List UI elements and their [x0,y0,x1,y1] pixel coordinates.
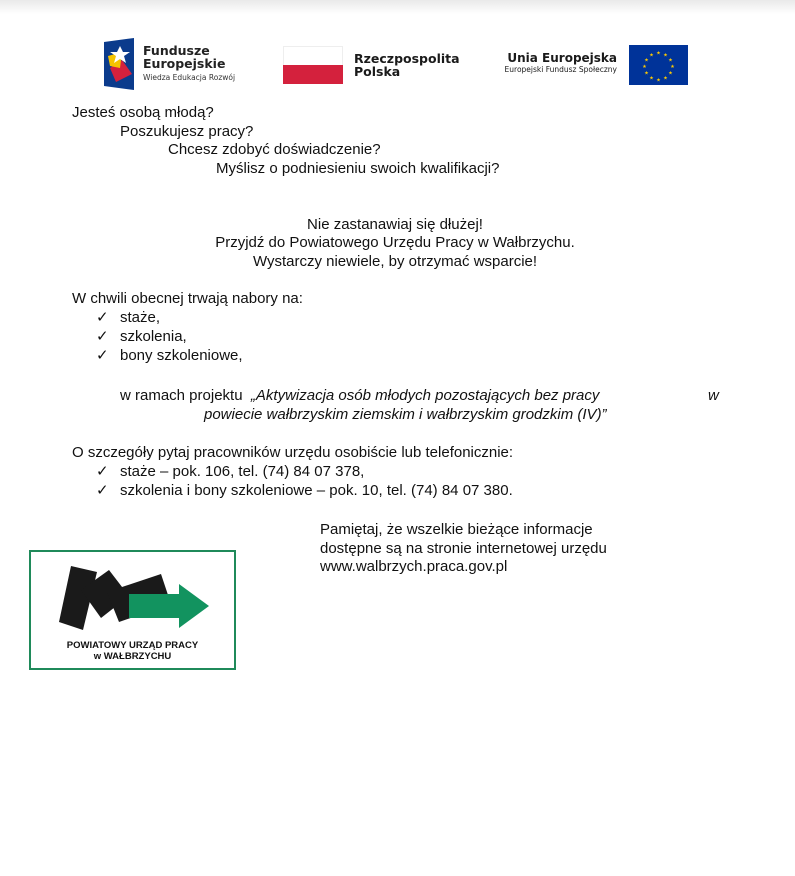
recruitment-item-label: staże, [120,309,161,326]
unia-title: Unia Europejska [507,51,617,65]
unia-europejska-text [491,51,617,74]
svg-text:★: ★ [656,50,661,57]
pup-name-line1: POWIATOWY URZĄD PRACY [66,640,199,651]
fundusze-subtitle: Wiedza Edukacja Rozwój [143,73,236,82]
svg-text:★: ★ [644,70,649,77]
checkmark-icon: ✓ [96,328,109,345]
intro-question-2: Poszukujesz pracy? [120,123,254,140]
svg-text:★: ★ [668,70,673,77]
contact-item-label: staże – pok. 106, tel. (74) 84 07 378, [120,463,365,480]
recruitment-item [96,347,243,365]
pup-emblem-icon [31,552,234,632]
svg-text:★: ★ [656,77,661,84]
info-line-1: Pamiętaj, że wszelkie bieżące informacje [320,521,593,538]
svg-text:★: ★ [649,75,654,82]
svg-text:★: ★ [642,64,647,70]
rzeczpospolita-line2: Polska [354,64,401,79]
recruitment-item [96,328,187,346]
contact-item-label: szkolenia i bony szkoleniowe – pok. 10, tel. (74) 84 07 380. [120,482,513,499]
appeal-line-2: Przyjdź do Powiatowego Urzędu Pracy w Wałbrzychu. [215,234,575,251]
fundusze-europejskie-emblem [104,38,134,90]
svg-text:★: ★ [663,75,668,82]
recruitment-heading: W chwili obecnej trwają nabory na: [72,290,303,307]
project-name-part2: powiecie wałbrzyskim ziemskim i wałbrzyskim grodzkim (IV)” [204,406,607,423]
fundusze-europejskie-logo [104,38,134,94]
fundusze-title-line1: Fundusze [143,43,210,58]
info-website-link[interactable]: www.walbrzych.praca.gov.pl [320,558,508,575]
project-prefix: w ramach projektu [120,387,243,404]
project-line-1 [120,387,599,405]
svg-text:★: ★ [668,57,673,64]
checkmark-icon: ✓ [96,482,109,499]
checkmark-icon: ✓ [96,347,109,364]
fundusze-title-line2: Europejskie [143,56,226,71]
intro-question-1: Jesteś osobą młodą? [72,104,214,121]
contact-item [96,482,513,500]
contact-heading: O szczegóły pytaj pracowników urzędu osobiście lub telefonicznie: [72,444,514,461]
svg-text:★: ★ [649,52,654,59]
fundusze-europejskie-text [143,44,235,82]
svg-text:★: ★ [644,57,649,64]
intro-question-3: Chcesz zdobyć doświadczenie? [168,141,381,158]
polish-flag [283,46,343,84]
rzeczpospolita-line1: Rzeczpospolita [354,51,460,66]
contact-item [96,463,364,481]
intro-question-4: Myślisz o podniesieniu swoich kwalifikacji? [216,160,500,177]
recruitment-item-label: bony szkoleniowe, [120,347,243,364]
project-name-part1: „Aktywizacja osób młodych pozostających bez pracy [250,387,600,404]
appeal-line-3: Wystarczy niewiele, by otrzymać wsparcie! [252,253,538,270]
recruitment-item [96,309,160,327]
project-name-w: w [708,387,719,404]
eu-flag-icon [629,45,688,89]
recruitment-item-label: szkolenia, [120,328,187,345]
pup-walbrzych-logo [29,550,236,670]
polish-flag-red [283,65,343,84]
appeal-line-1: Nie zastanawiaj się dłużej! [307,216,483,233]
polish-flag-white [283,46,343,65]
rzeczpospolita-text [354,52,460,78]
info-line-2: dostępne są na stronie internetowej urzędu [320,540,607,557]
checkmark-icon: ✓ [96,309,109,326]
svg-text:★: ★ [663,52,668,59]
unia-subtitle: Europejski Fundusz Społeczny [504,65,617,74]
pup-name-line2: w WAŁBRZYCHU [93,651,172,662]
svg-text:★: ★ [670,64,675,70]
top-shade [0,0,795,14]
checkmark-icon: ✓ [96,463,109,480]
